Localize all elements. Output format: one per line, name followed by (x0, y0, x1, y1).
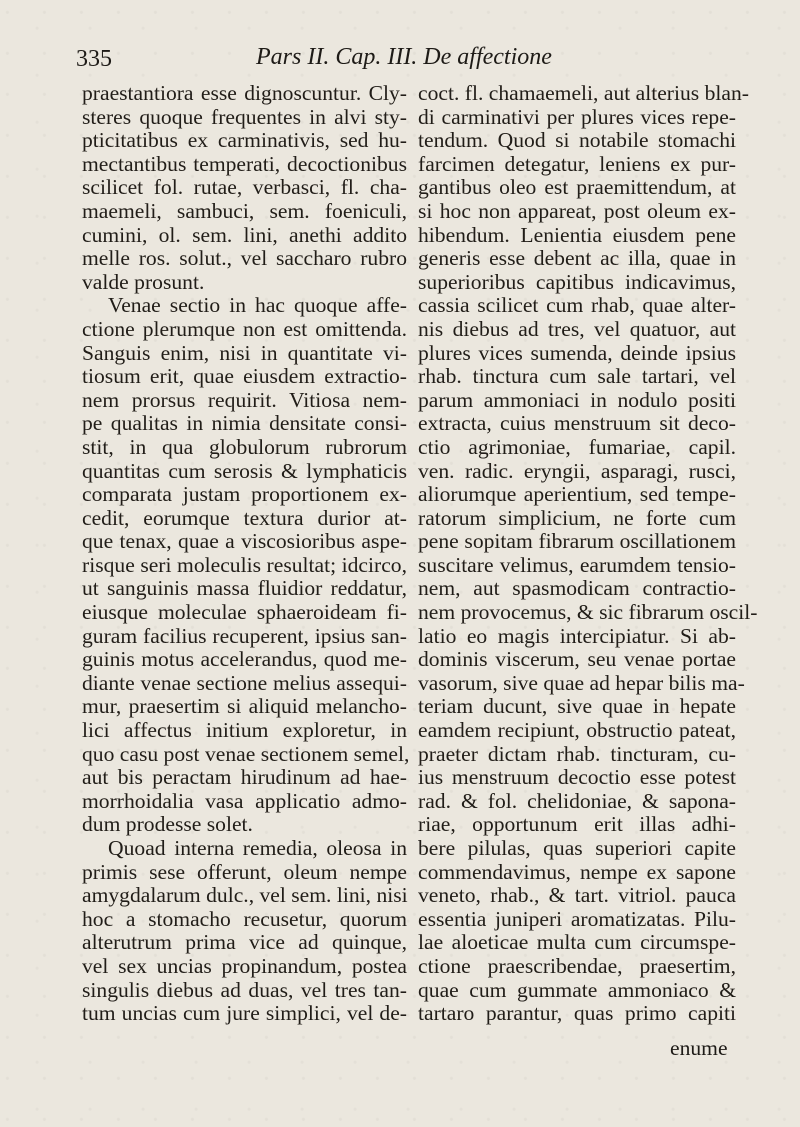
text-line: commendavimus, nempe ex sapone (418, 859, 736, 884)
catchword: enume (670, 1036, 728, 1060)
text-line: di carminativi per plures vices repe- (418, 104, 736, 129)
page-header (76, 40, 736, 80)
text-line: gantibus oleo est praemittendum, at (418, 175, 736, 200)
text-line: teriam ducunt, sive quae in hepate (418, 694, 736, 719)
text-line: aliorumque aperientium, sed tempe- (418, 482, 736, 507)
text-line: hibendum. Lenientia eiusdem pene (418, 222, 736, 247)
text-line: cassia scilicet cum rhab, quae alter- (418, 293, 736, 318)
text-line: maemeli, sambuci, sem. foeniculi, (82, 198, 407, 223)
text-line: bere pilulas, quas superiori capite (418, 836, 736, 860)
text-line: vasorum, sive quae ad hepar bilis ma- (418, 670, 745, 695)
text-line: ven. radic. eryngii, asparagi, rusci, (418, 458, 736, 483)
text-line: Venae sectio in hac quoque affe- (108, 293, 407, 318)
text-line: tum uncias cum jure simplici, vel de- (82, 1001, 407, 1026)
text-line: si hoc non appareat, post oleum ex- (418, 198, 736, 223)
text-line: aut bis peractam hirudinum ad hae- (82, 765, 407, 790)
text-line: extracta, cuius menstruum sit deco- (418, 411, 736, 436)
text-line: Quoad interna remedia, oleosa in (108, 836, 407, 860)
text-line: ratorum simplicium, ne forte cum (418, 505, 736, 530)
text-line: nem prorsus requirit. Vitiosa nem- (82, 387, 407, 412)
text-line: steres quoque frequentes in alvi sty- (82, 104, 407, 129)
text-line: nem provocemus, & sic fibrarum oscil- (418, 600, 758, 625)
text-line: eiusque moleculae sphaeroideam fi- (82, 600, 407, 625)
text-line: pe qualitas in nimia densitate consi- (82, 411, 407, 436)
text-line: scilicet fol. rutae, verbasci, fl. cha- (82, 175, 407, 200)
text-line: parum ammoniaci in nodulo positi (418, 387, 736, 412)
text-line: dominis viscerum, seu venae portae (418, 647, 736, 672)
running-title: Pars II. Cap. III. De affectione (256, 44, 552, 70)
text-line: guram facilius recuperent, ipsius san- (82, 623, 407, 648)
text-line: nis diebus ad tres, vel quatuor, aut (418, 316, 736, 341)
text-line: ius menstruum decoctio esse potest (418, 765, 736, 790)
text-line: cedit, eorumque textura durior at- (82, 505, 407, 530)
text-line: stit, in qua globulorum rubrorum (82, 434, 407, 459)
text-line: singulis diebus ad duas, vel tres tan- (82, 977, 407, 1002)
text-line: plures vices sumenda, deinde ipsius (418, 340, 736, 365)
text-line: farcimen detegatur, leniens ex pur- (418, 151, 736, 176)
text-line: pticitatibus ex carminativis, sed hu- (82, 128, 407, 153)
text-line: lae aloeticae multa cum circumspe- (418, 930, 736, 955)
text-line: praestantiora esse dignoscuntur. Cly- (82, 81, 407, 105)
text-line: guinis motus accelerandus, quod me- (82, 647, 407, 672)
page-number: 335 (76, 46, 112, 72)
text-line: valde prosunt. (82, 269, 205, 294)
text-line: ctione plerumque non est omittenda. (82, 316, 407, 341)
text-line: superioribus capitibus indicavimus, (418, 269, 736, 294)
text-line: latio eo magis intercipiatur. Si ab- (418, 623, 736, 648)
text-line: nem, aut spasmodicam contractio- (418, 576, 736, 601)
text-line: tendum. Quod si notabile stomachi (418, 128, 736, 153)
text-line: quae cum gummate ammoniaco & (418, 977, 736, 1002)
text-line: melle ros. solut., vel saccharo rubro (82, 246, 407, 271)
text-line: morrhoidalia vasa applicatio admo- (82, 788, 407, 813)
text-line: ut sanguinis massa fluidior reddatur, (82, 576, 407, 601)
text-line: risque seri moleculis resultat; idcirco, (82, 552, 407, 577)
text-line: coct. fl. chamaemeli, aut alterius blan- (418, 81, 749, 105)
text-line: generis esse debent ac illa, quae in (418, 246, 736, 271)
right-text-column (418, 81, 758, 1026)
text-line: primis sese offerunt, oleum nempe (82, 859, 407, 884)
text-line: mectantibus temperati, decoctionibus (82, 151, 407, 176)
text-line: quo casu post venae sectionem semel, (82, 741, 410, 766)
text-line: tiosum erit, quae eiusdem extractio- (82, 364, 407, 389)
text-line: mur, praesertim si aliquid melancho- (82, 694, 407, 719)
text-line: rhab. tinctura cum sale tartari, vel (418, 364, 736, 389)
text-line: ctio agrimoniae, fumariae, capil. (418, 434, 736, 459)
text-line: dum prodesse solet. (82, 812, 253, 837)
text-line: essentia juniperi aromatizatas. Pilu- (418, 906, 736, 931)
left-text-column (82, 81, 410, 1026)
text-line: tartaro parantur, quas primo capiti (418, 1001, 736, 1026)
text-line: amygdalarum dulc., vel sem. lini, nisi (82, 883, 408, 908)
text-line: Sanguis enim, nisi in quantitate vi- (82, 340, 407, 365)
text-line: que tenax, quae a viscosioribus aspe- (82, 529, 407, 554)
text-line: lici affectus initium exploretur, in (82, 718, 407, 743)
text-line: praeter dictam rhab. tincturam, cu- (418, 741, 736, 766)
text-line: eamdem recipiunt, obstructio pateat, (418, 718, 736, 743)
text-line: pene sopitam fibrarum oscillationem (418, 529, 736, 554)
text-line: riae, opportunum erit illas adhi- (418, 812, 736, 837)
text-line: vel sex uncias propinandum, postea (82, 953, 407, 978)
text-line: cumini, ol. sem. lini, anethi addito (82, 222, 407, 247)
text-line: rad. & fol. chelidoniae, & sapona- (418, 788, 736, 813)
text-line: quantitas cum serosis & lymphaticis (82, 458, 407, 483)
text-line: alterutrum prima vice ad quinque, (82, 930, 407, 955)
text-line: comparata justam proportionem ex- (82, 482, 407, 507)
text-line: suscitare velimus, earumdem tensio- (418, 552, 736, 577)
text-line: veneto, rhab., & tart. vitriol. pauca (418, 883, 736, 908)
text-line: ctione praescribendae, praesertim, (418, 953, 736, 978)
text-line: diante venae sectione melius assequi- (82, 670, 407, 695)
text-line: hoc a stomacho recusetur, quorum (82, 906, 407, 931)
